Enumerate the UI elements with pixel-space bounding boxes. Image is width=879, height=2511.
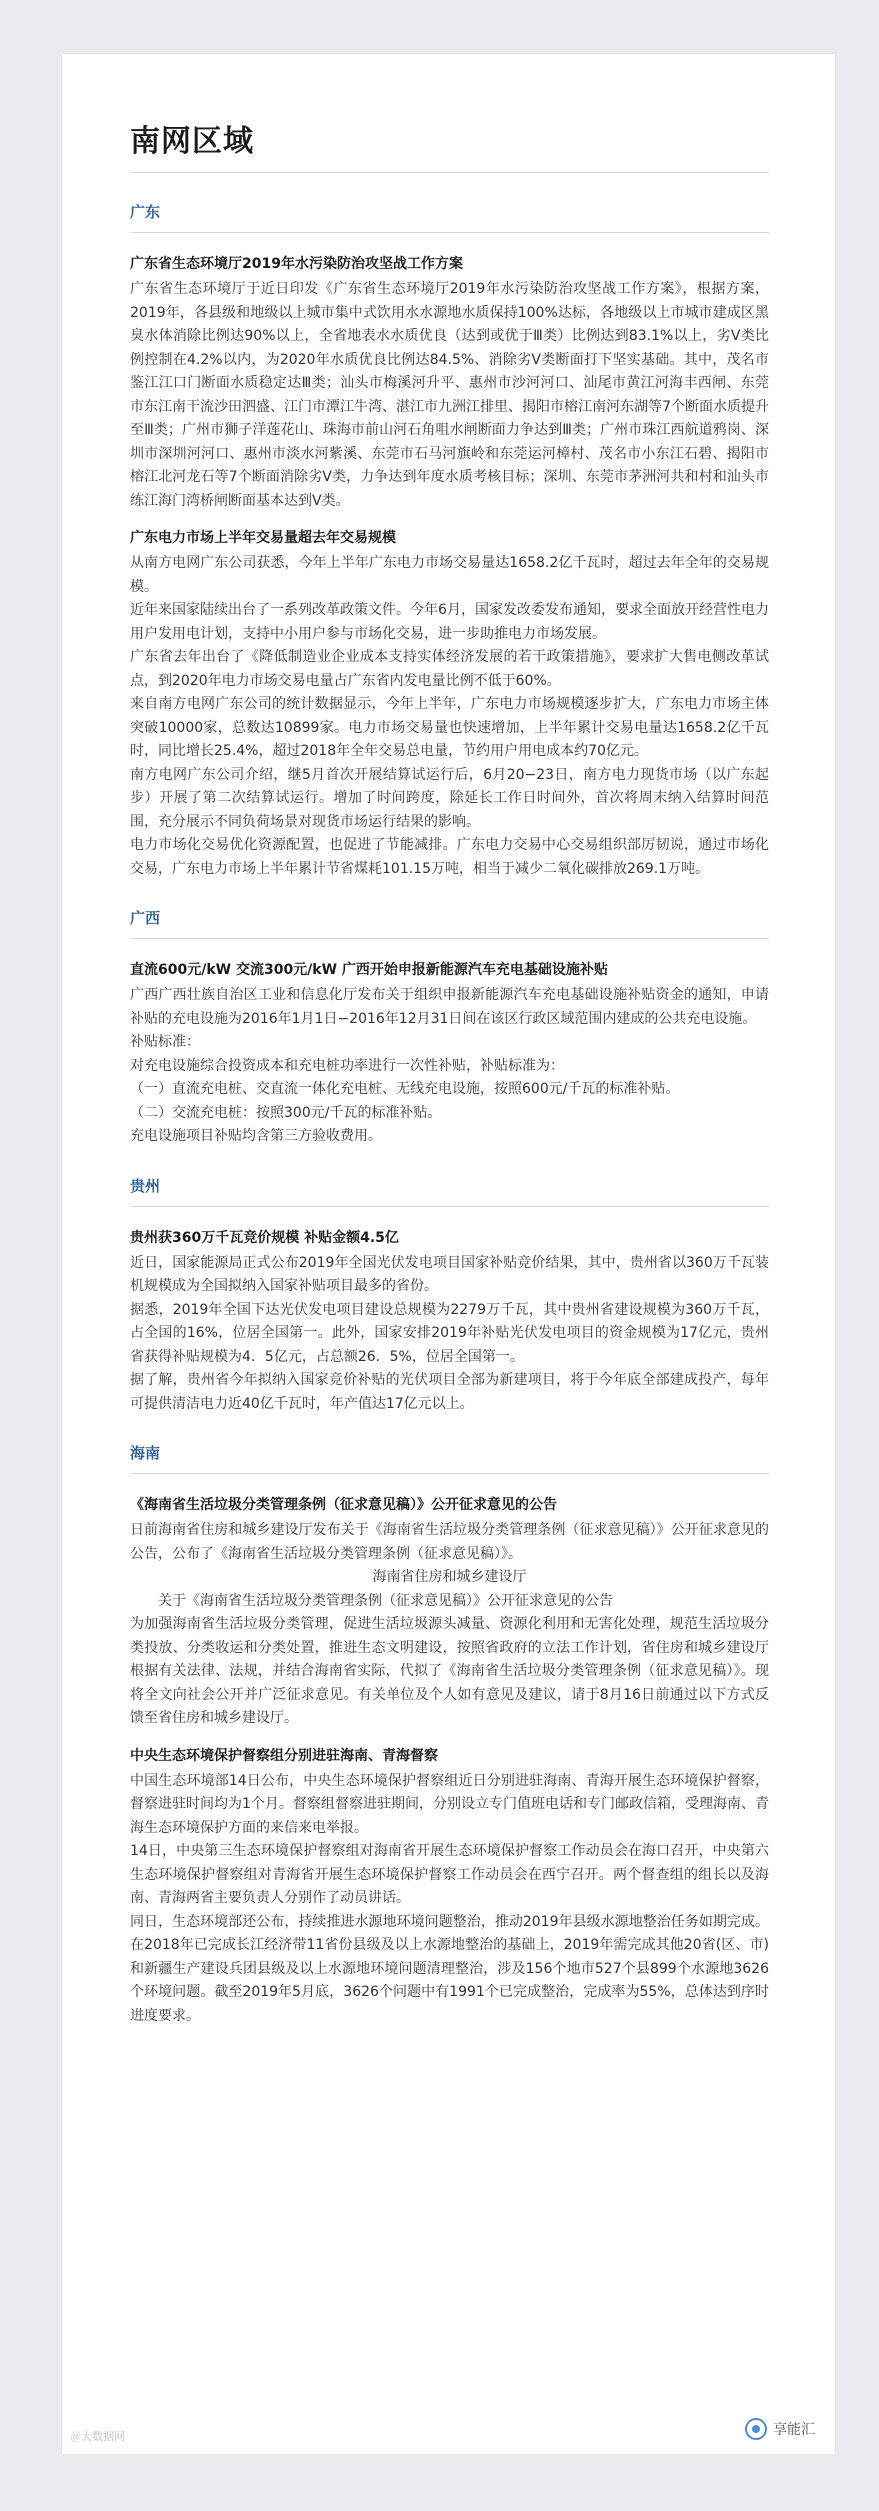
article-title: 中央生态环境保护督察组分别进驻海南、青海督察 <box>130 1747 438 1764</box>
region-heading: 海南 <box>130 1442 769 1474</box>
article-paragraph: 据了解，贵州省今年拟纳入国家竞价补贴的光伏项目全部为新建项目，将于今年底全部建成投产，每年可提供清洁电力近40亿千瓦时，年产值达17亿元以上。 <box>130 1372 769 1412</box>
article-paragraph: 充电设施项目补贴均含第三方验收费用。 <box>130 1128 382 1144</box>
page-title: 南网区域 <box>130 116 769 173</box>
article-paragraph: 从南方电网广东公司获悉，今年上半年广东电力市场交易量达1658.2亿千瓦时，超过去年全年的交易规模。 <box>130 555 769 595</box>
article <box>130 1227 769 1417</box>
article-paragraph: 对充电设施综合投资成本和充电桩功率进行一次性补贴，补贴标准为： <box>130 1057 564 1074</box>
article-paragraph: 中国生态环境部14日公布，中央生态环境保护督察组近日分别进驻海南、青海开展生态环境保护督察，督察进驻时间均为1个月。督察组督察进驻期间，分别设立专门值班电话和专门邮政信箱，受理海南、青海生态环境保护方面的来信来电举报。 <box>130 1772 769 1836</box>
article-paragraph: 电力市场化交易优化资源配置，也促进了节能减排。广东电力交易中心交易组织部厉韧说，通过市场化交易，广东电力市场上半年累计节省煤耗101.15万吨，相当于减少二氧化碳排放269.1万吨。 <box>130 837 769 877</box>
article-paragraph: 来自南方电网广东公司的统计数据显示，今年上半年，广东电力市场规模逐步扩大，广东电力市场主体突破10000家，总数达10899家。电力市场交易量也快速增加，上半年累计交易电量达1658.2亿千瓦时，同比增长25.4%，超过2018年全年交易总电量，节约用户用电成本约70亿元。 <box>130 696 769 759</box>
region-heading: 贵州 <box>130 1175 769 1207</box>
article-paragraph: 广西广西壮族自治区工业和信息化厅发布关于组织申报新能源汽车充电基础设施补贴资金的通知，申请补贴的充电设施为2016年1月1日−2016年12月31日间在该区行政区域范围内建成的公共充电设施。 <box>130 987 769 1027</box>
article <box>130 527 769 881</box>
region-heading: 广东 <box>130 201 769 233</box>
article-paragraph: 为加强海南省生活垃圾分类管理，促进生活垃圾源头减量、资源化利用和无害化处理，规范生活垃圾分类投放、分类收运和分类处置，推进生态文明建设，按照省政府的立法工作计划，省住房和城乡建设厅根据有关法律、法规，并结合海南省实际，代拟了《海南省生活垃圾分类管理条例（征求意见稿）》。现将全文向社会公开并广泛征求意见。有关单位及个人如有意见及建议，请于8月16日前通过以下方式反馈至省住房和城乡建设厅。 <box>130 1616 769 1726</box>
document-sheet <box>62 54 835 2454</box>
region-section <box>130 201 769 881</box>
article-paragraph: 南方电网广东公司介绍，继5月首次开展结算试运行后，6月20−23日，南方电力现货市场（以广东起步）开展了第二次结算试运行。增加了时间跨度，除延长工作日时间外，首次将周末纳入结算时间范围，充分展示不同负荷场景对现货市场运行结果的影响。 <box>130 766 769 830</box>
article-paragraph: 广东省生态环境厅于近日印发《广东省生态环境厅2019年水污染防治攻坚战工作方案》，根据方案，2019年，各县级和地级以上城市集中式饮用水水源地水质保持100%达标，各地级以上市城市建成区黑臭水体消除比例达90%以上，全省地表水水质优良（达到或优于Ⅲ类）比例达到83.1%以上，劣Ⅴ类比例控制在4.2%以内，为2020年水质优良比例达84.5%、消除劣Ⅴ类断面打下坚实基础。其中，茂名市鉴江江口门断面水质稳定达Ⅲ类；汕头市梅溪河升平、惠州市沙河河口、汕尾市黄江河海丰西闸、东莞市东江南干流沙田泗盛、江门市潭江牛湾、湛江市九洲江排里、揭阳市榕江南河东湖等7个断面水质提升至Ⅲ类；广州市狮子洋莲花山、珠海市前山河石角咀水闸断面力争达到Ⅲ类；广州市珠江西航道鸦岗、深圳市深圳河河口、惠州市淡水河紫溪、东莞市石马河旗岭和东莞运河樟村、茂名市小东江石碧、揭阳市榕江北河龙石等7个断面消除劣Ⅴ类，力争达到年度水质考核目标；深圳、东莞市茅洲河共和村和汕头市练江海门湾桥闸断面基本达到Ⅴ类。 <box>130 281 769 509</box>
article-paragraph: 海南省住房和城乡建设厅 <box>372 1569 527 1585</box>
article <box>130 1745 769 2029</box>
document-content <box>62 54 835 2028</box>
article-paragraph: 日前海南省住房和城乡建设厅发布关于《海南省生活垃圾分类管理条例（征求意见稿）》公开征求意见的公告，公布了《海南省生活垃圾分类管理条例（征求意见稿）》。 <box>130 1522 769 1562</box>
article-paragraph: 补贴标准： <box>130 1034 200 1050</box>
watermark-left: ＠大数据网 <box>70 2430 125 2443</box>
article-paragraph: 关于《海南省生活垃圾分类管理条例（征求意见稿）》公开征求意见的公告 <box>158 1592 613 1609</box>
article-title: 《海南省生活垃圾分类管理条例（征求意见稿）》公开征求意见的公告 <box>130 1497 557 1513</box>
article <box>130 253 769 513</box>
article-paragraph: 据悉，2019年全国下达光伏发电项目建设总规模为2279万千瓦，其中贵州省建设规模为360万千瓦，占全国的16%，位居全国第一。此外，国家安排2019年补贴光伏发电项目的资金规模为17亿元，贵州省获得补贴规模为4．5亿元，占总额26．5%，位居全国第一。 <box>130 1301 769 1365</box>
region-section <box>130 907 769 1149</box>
region-section <box>130 1175 769 1417</box>
watermark-right <box>745 2418 815 2440</box>
region-section <box>130 1442 769 2028</box>
article-paragraph: 同日，生态环境部还公布，持续推进水源地环境问题整治，推动2019年县级水源地整治任务如期完成。在2018年已完成长江经济带11省份县级及以上水源地整治的基础上，2019年需完成其他20省(区、市)和新疆生产建设兵团县级及以上水源地环境问题清理整治，涉及156个地市527个县899个水源地3626个环境问题。截至2019年5月底，3626个问题中有1991个已完成整治，完成率为55%，总体达到序时进度要求。 <box>130 1913 769 2024</box>
article <box>130 959 769 1149</box>
article-paragraph: 14日，中央第三生态环境保护督察组对海南省开展生态环境保护督察工作动员会在海口召开，中央第六生态环境保护督察组对青海省开展生态环境保护督察工作动员会在西宁召开。两个督查组的组长以及海南、青海两省主要负责人分别作了动员讲话。 <box>130 1843 769 1906</box>
article-paragraph: 广东省去年出台了《降低制造业企业成本支持实体经济发展的若干政策措施》，要求扩大售电侧改革试点，到2020年电力市场交易电量占广东省内发电量比例不低于60%。 <box>130 649 769 689</box>
article-paragraph: （二）交流充电桩：按照300元/千瓦的标准补贴。 <box>130 1104 442 1121</box>
article-paragraph: （一）直流充电桩、交直流一体化充电桩、无线充电设施，按照600元/千瓦的标准补贴。 <box>130 1081 680 1097</box>
article-title: 广东省生态环境厅2019年水污染防治攻坚战工作方案 <box>130 256 463 272</box>
article-title: 直流600元/kW 交流300元/kW 广西开始申报新能源汽车充电基础设施补贴 <box>130 962 608 978</box>
article-paragraph: 近年来国家陆续出台了一系列改革政策文件。今年6月，国家发改委发布通知，要求全面放开经营性电力用户发用电计划，支持中小用户参与市场化交易，进一步助推电力市场发展。 <box>130 602 769 642</box>
wechat-logo-icon <box>745 2418 767 2440</box>
article-title: 贵州获360万千瓦竞价规模 补贴金额4.5亿 <box>130 1229 399 1246</box>
watermark-right-label: 享能汇 <box>773 2422 815 2438</box>
article <box>130 1494 769 1731</box>
article-paragraph: 近日，国家能源局正式公布2019年全国光伏发电项目国家补贴竞价结果，其中，贵州省以360万千瓦装机规模成为全国拟纳入国家补贴项目最多的省份。 <box>130 1254 769 1294</box>
region-heading: 广西 <box>130 907 769 939</box>
article-title: 广东电力市场上半年交易量超去年交易规模 <box>130 530 396 546</box>
